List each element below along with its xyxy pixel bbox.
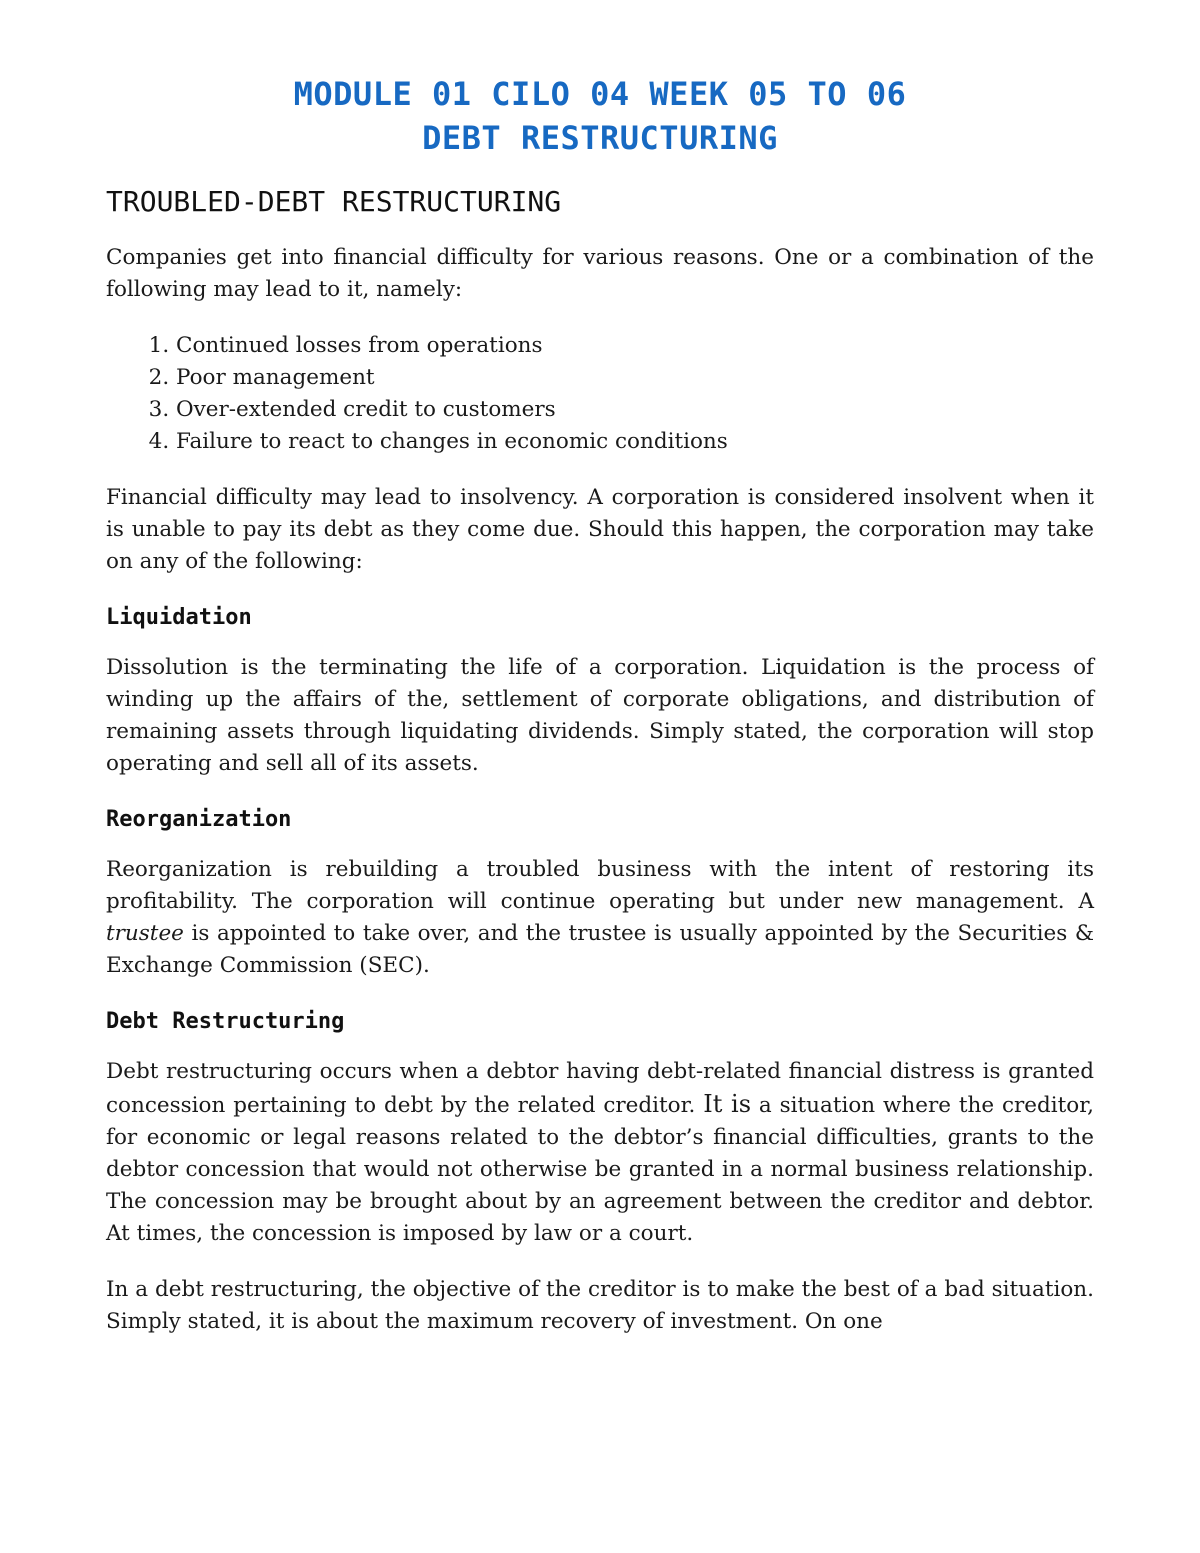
liquidation-heading: Liquidation	[106, 605, 252, 630]
list-item: 4. Failure to react to changes in economic conditions	[176, 426, 1094, 458]
title-line-1: MODULE 01 CILO 04 WEEK 05 TO 06	[293, 75, 907, 113]
intro-paragraph: Companies get into financial difficulty for various reasons. One or a combination of the following may lead to it, namely:	[106, 245, 1094, 302]
debt-restructuring-text-b: a situation where the creditor, for economic or legal reasons related to the debtor’s financial difficulties, grants to the debtor concession that would not otherwise be granted in a normal business relationship. The concession may be brought about by an agreement between the creditor and debtor. At times, the concession is imposed by law or a court.	[106, 1093, 1094, 1246]
it-is-text: It is	[703, 1090, 752, 1118]
debt-restructuring-paragraph-2: In a debt restructuring, the objective of the creditor is to make the best of a bad situation. Simply stated, it is about the maximum recovery of investment. On one	[106, 1277, 1094, 1334]
reorganization-text-a: Reorganization is rebuilding a troubled business with the intent of restoring its profitability. The corporation will continue operating but under new management. A	[106, 857, 1094, 914]
list-item: 2. Poor management	[176, 362, 1094, 394]
reorganization-text-b: is appointed to take over, and the trustee is usually appointed by the Securities & Exchange Commission (SEC).	[106, 921, 1094, 978]
list-item: 3. Over-extended credit to customers	[176, 394, 1094, 426]
reasons-list	[106, 330, 1094, 458]
insolvency-paragraph: Financial difficulty may lead to insolvency. A corporation is considered insolvent when it is unable to pay its debt as they come due. Should this happen, the corporation may take on any of the following:	[106, 485, 1094, 574]
title-line-2: DEBT RESTRUCTURING	[422, 119, 778, 157]
list-item: 1. Continued losses from operations	[176, 330, 1094, 362]
section-heading-troubled-debt: TROUBLED-DEBT RESTRUCTURING	[106, 185, 562, 218]
reorganization-paragraph	[106, 854, 1094, 982]
document-body	[106, 182, 1094, 1362]
debt-restructuring-text-a: Debt restructuring occurs when a debtor having debt-related financial distress is granted concession pertaining to debt by the related creditor.	[106, 1059, 1094, 1118]
document-title	[0, 72, 1200, 160]
trustee-term: trustee	[106, 921, 184, 946]
debt-restructuring-paragraph-1	[106, 1056, 1094, 1250]
debt-restructuring-heading: Debt Restructuring	[106, 1009, 345, 1034]
reorganization-heading: Reorganization	[106, 807, 292, 832]
liquidation-paragraph: Dissolution is the terminating the life of a corporation. Liquidation is the process of winding up the affairs of the, settlement of corporate obligations, and distribution of remaining assets through liquidating dividends. Simply stated, the corporation will stop operating and sell all of its assets.	[106, 655, 1094, 776]
